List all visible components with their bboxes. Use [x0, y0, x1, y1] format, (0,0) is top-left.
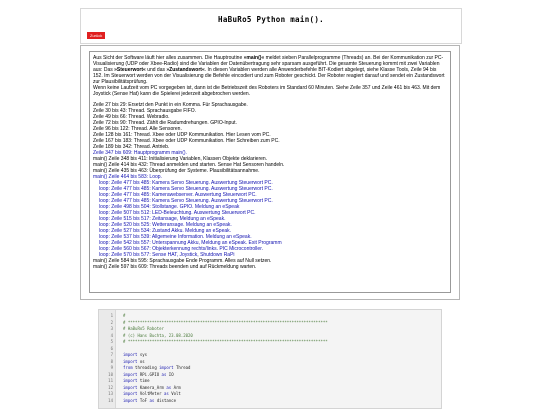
code-line-number: 2: [110, 319, 113, 325]
line-reference-item: loop: Zeile 520 bis 525: Wetteransage. Meldung an eSpeak.: [99, 222, 232, 228]
code-token: Thread: [173, 365, 191, 370]
line-reference-item: Zeile 167 bis 183: Thread. Xbee oder UDP Kommunikation. Hier Schreiben zum PC.: [93, 138, 280, 144]
code-token: VoltMeter: [137, 391, 164, 396]
line-reference-item: loop: Zeile 498 bis 504: Stollstange. GPIO. Meldung an eSpeak: [99, 204, 240, 210]
line-reference-item: Zeile 27 bis 29: Ersetzt den Punkt in ein Komma. Für Sprachausgabe.: [93, 102, 248, 108]
code-line-number: 3: [110, 326, 113, 331]
line-reference-item: main() Zeile 584 bis 595: Sprachausgabe Ende Programm. Alles auf Null setzen.: [93, 258, 272, 264]
line-reference-item: loop: Zeile 527 bis 534: Zustand Akku. Meldung an eSpeak.: [99, 228, 232, 234]
line-reference-item: main() Zeile 348 bis 411: Initialisierung Variablen, Klassen Objekte deklarieren.: [93, 156, 268, 162]
code-line-number: 11: [108, 378, 113, 383]
intro-text: und das: [145, 67, 167, 73]
code-token: import: [123, 358, 138, 364]
code-token: import: [123, 397, 138, 403]
code-token: distance: [154, 397, 177, 403]
code-line-number: 8: [110, 358, 113, 364]
line-reference-item: loop: Zeile 537 bis 539: Allgemeine Information. Meldung an eSpeak.: [99, 234, 252, 240]
code-token: # ***********************************************************************************: [123, 319, 328, 325]
code-token: import: [123, 384, 138, 390]
code-token: as: [161, 371, 167, 377]
code-line-number: 1: [110, 313, 113, 318]
code-token: import: [159, 365, 174, 370]
intro-text: Aus Sicht der Software läuft hier alles zusammen. Die Hauptroutine: [93, 55, 244, 61]
code-line-number: 5: [110, 339, 113, 344]
intro-keyword: »main()«: [243, 55, 265, 61]
code-token: as: [166, 384, 172, 390]
line-reference-item: Zeile 128 bis 161: Thread. Xbee oder UDP Kommunikation. Hier Lesen vom PC.: [93, 132, 271, 138]
code-line-source: [123, 339, 328, 346]
line-reference-item: loop: Zeile 477 bis 485: Kamera Servo Steuerung. Auswertung Steuerwort PC.: [99, 186, 273, 192]
line-reference-item: loop: Zeile 507 bis 512: LED-Beleuchtung. Auswertung Steuerwort PC.: [99, 210, 256, 216]
line-reference-item: Zeile 347 bis 609: Hauptprogramm main().: [93, 150, 187, 156]
line-reference-item: Zeile 30 bis 43: Thread. Sprachausgabe FIFO.: [93, 108, 197, 114]
intro-paragraph: [93, 55, 447, 97]
intro-keyword: »Steuerwort«: [114, 67, 146, 73]
code-token: threading: [132, 365, 160, 370]
line-reference-item: Zeile 49 bis 66: Thread. Webradio.: [93, 114, 170, 120]
code-token: RPi.GPIO: [137, 371, 162, 377]
code-line-number: 14: [108, 397, 113, 403]
code-token: IO: [166, 371, 174, 377]
line-reference-item: loop: Zeile 477 bis 485: Kamera Servo Steuerung. Auswertung Steuerwort PC.: [99, 180, 273, 186]
page-title: HaBuRo5 Python main().: [218, 15, 324, 24]
code-token: # HaBuRo5 Roboter: [123, 326, 164, 331]
back-button[interactable]: Zurück: [87, 32, 105, 39]
line-reference-item: Zeile 189 bis 342: Thread. Antrieb.: [93, 144, 170, 150]
line-reference-item: loop: Zeile 515 bis 517: Zeitansage, Meldung an eSpeak.: [99, 216, 226, 222]
code-token: import: [123, 378, 138, 383]
line-reference-item: Zeile 96 bis 122: Thread. Alle Sensoren.: [93, 126, 182, 132]
code-token: from: [123, 365, 133, 370]
code-token: import: [123, 352, 138, 357]
line-reference-item: loop: Zeile 542 bis 557: Unterspannung Akku, Meldung an eSpeak. Exit Programm: [99, 240, 282, 246]
line-reference-list: [93, 102, 447, 270]
code-line-number: 12: [108, 384, 113, 390]
line-reference-item: main() Zeile 597 bis 609: Threads beenden und auf Rückmeldung warten.: [93, 264, 257, 270]
description-panel: [80, 45, 460, 300]
code-line-number: 4: [110, 332, 113, 338]
code-token: # ***********************************************************************************: [123, 339, 328, 344]
code-line-number: 6: [110, 345, 113, 351]
code-token: Arm: [171, 384, 181, 390]
line-reference-item: loop: Zeile 477 bis 485: Kamera Servo Steuerung. Auswertung Steuerwort PC.: [99, 198, 273, 204]
line-reference-item: Zeile 72 bis 90: Thread. Zählt die Radumdrehungen. GPIO-Input.: [93, 120, 237, 126]
line-reference-item: main() Zeile 464 bis 583: Loop.: [93, 174, 162, 180]
code-token: import: [123, 391, 138, 396]
line-reference-item: loop: Zeile 477 bis 485: Kamerawebserver. Auswertung Steuerwort PC.: [99, 192, 257, 198]
code-listing: [98, 309, 442, 409]
code-line-number: 10: [108, 371, 113, 377]
line-reference-item: main() Zeile 414 bis 432: Thread anmelden und starten. Sense Hat Sensoren handeln.: [93, 162, 285, 168]
intro-text: meldet sieben Parallelprogramme (Threads) an. Bei der Kommunikation zur PC-Visualisierung (UDP oder Xbee-Radio) sind die Variablen der Datenübertragung sehr sparsam ausgeführt. Die gesamte Steuerung kommt mit zwei Variablen aus: Das: [93, 55, 444, 73]
code-token: os: [137, 358, 145, 364]
intro-keyword: »Zustandswort«: [166, 67, 205, 73]
code-token: import: [123, 371, 138, 377]
code-token: time: [137, 378, 150, 383]
page-header: [80, 8, 462, 44]
intro-text: . In diesen Variablen werden alle Anwenderbefehle BIT-Kodiert abgelegt, siehe Klasse Tools, Zeile 94 bis 152. Im Steuerwort werden von der Visualisierung die Befehle eincodiert und zum Roboter geschickt. Der Roboter reagiert darauf und sendet ein Zustandswort zur Plausibilitätsprüfung.: [93, 67, 445, 85]
code-token: #: [123, 313, 126, 318]
line-reference-item: loop: Zeile 570 bis 577: Sense HAT, Joystick, Shutdown RaPi: [99, 252, 235, 258]
code-line-source: [123, 398, 176, 405]
code-token: Volt: [168, 391, 181, 396]
code-token: as: [163, 391, 169, 396]
line-reference-item: loop: Zeile 560 bis 567: Objekterkennung rechts/links. PIC Microcontroller.: [99, 246, 263, 252]
line-reference-item: main() Zeile 435 bis 463: Überprüfung der Systeme. Plausibilitätsannahme.: [93, 168, 260, 174]
code-line-number: 9: [110, 365, 113, 370]
code-token: # (c) Hans Buchta, 23.08.2020: [123, 332, 193, 338]
code-token: Kamera_Arm: [137, 384, 167, 390]
code-line-number: 7: [110, 352, 113, 357]
code-token: ToF: [137, 397, 150, 403]
description-frame: [89, 51, 451, 293]
code-token: sys: [137, 352, 148, 357]
intro-runtime-note: Wenn keine Laufzeit vom PC vorgegeben ist, dann ist die Betriebszeit des Roboters im Standard 60 Minuten. Siehe Zeile 357 und Zeile 461 bis 463. Mit dem Joystick (Sense Hat) kann die Spielerei jederzeit abgebrochen werden.: [93, 85, 441, 97]
code-token: as: [149, 397, 155, 403]
code-line-number: 13: [108, 391, 113, 396]
